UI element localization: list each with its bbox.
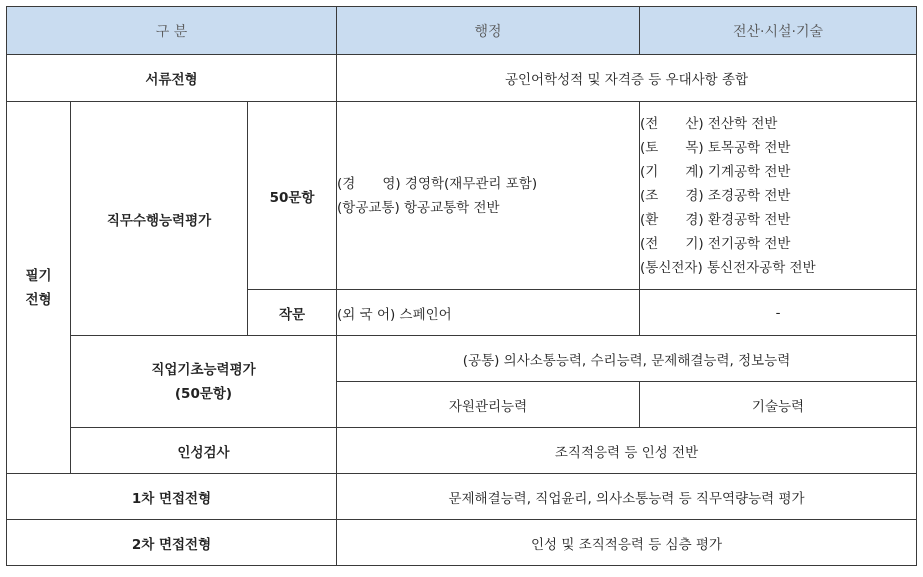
personality-content: 조직적응력 등 인성 전반: [337, 428, 917, 474]
header-row: [7, 7, 917, 55]
header-tech: 전산·시설·기술: [640, 7, 917, 55]
essay-admin: (외 국 어) 스페인어: [337, 290, 640, 336]
basic-common-row: [7, 336, 917, 382]
mcq-tech-line: (통신전자) 통신전자공학 전반: [640, 259, 816, 276]
mcq-label: 50문항: [248, 102, 337, 290]
interview2-content: 인성 및 조직적응력 등 심층 평가: [337, 520, 917, 566]
mcq-admin: [337, 102, 640, 290]
document-row: [7, 55, 917, 102]
written-label-line2: 전형: [25, 291, 52, 308]
personality-label: 인성검사: [71, 428, 337, 474]
basic-label-line1: 직업기초능력평가: [151, 361, 256, 378]
header-admin: 행정: [337, 7, 640, 55]
mcq-admin-line: (항공교통) 항공교통학 전반: [337, 199, 500, 216]
mcq-tech-line: (환 경) 환경공학 전반: [640, 211, 791, 228]
job-perf-mcq-row: [7, 102, 917, 290]
selection-process-table: [6, 6, 917, 566]
mcq-tech: [640, 102, 917, 290]
job-perf-label: 직무수행능력평가: [71, 102, 248, 336]
mcq-admin-line: (경 영) 경영학(재무관리 포함): [337, 175, 538, 192]
basic-label: [71, 336, 337, 428]
mcq-tech-line: (전 산) 전산학 전반: [640, 115, 778, 132]
interview2-label: 2차 면접전형: [7, 520, 337, 566]
document-label: 서류전형: [7, 55, 337, 102]
written-label-line1: 필기: [25, 267, 52, 284]
basic-tech: 기술능력: [640, 382, 917, 428]
interview1-content: 문제해결능력, 직업윤리, 의사소통능력 등 직무역량능력 평가: [337, 474, 917, 520]
written-label: [7, 102, 71, 474]
basic-common: (공통) 의사소통능력, 수리능력, 문제해결능력, 정보능력: [337, 336, 917, 382]
personality-row: [7, 428, 917, 474]
interview2-row: [7, 520, 917, 566]
header-category: 구 분: [7, 7, 337, 55]
interview1-row: [7, 474, 917, 520]
interview1-label: 1차 면접전형: [7, 474, 337, 520]
essay-label: 작문: [248, 290, 337, 336]
basic-admin: 자원관리능력: [337, 382, 640, 428]
mcq-tech-line: (조 경) 조경공학 전반: [640, 187, 791, 204]
essay-tech: -: [640, 290, 917, 336]
mcq-tech-line: (기 계) 기계공학 전반: [640, 163, 791, 180]
basic-label-line2: (50문항): [174, 385, 233, 402]
mcq-tech-line: (전 기) 전기공학 전반: [640, 235, 791, 252]
document-content: 공인어학성적 및 자격증 등 우대사항 종합: [337, 55, 917, 102]
mcq-tech-line: (토 목) 토목공학 전반: [640, 139, 791, 156]
